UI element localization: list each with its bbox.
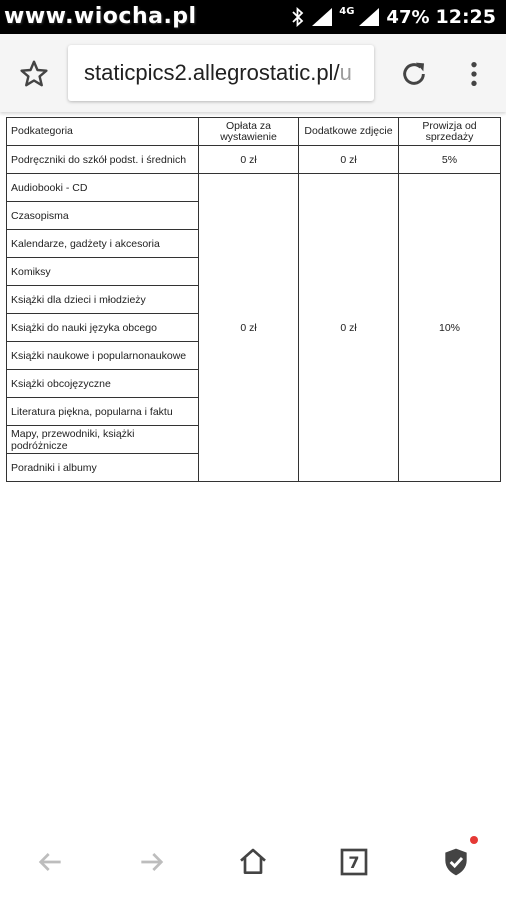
cell-category: Podręczniki do szkół podst. i średnich (7, 146, 199, 174)
cell-group-commission: 10% (399, 174, 501, 482)
home-icon[interactable] (237, 846, 269, 878)
cell-group-listing-fee: 0 zł (199, 174, 299, 482)
forward-arrow-icon[interactable] (136, 846, 168, 878)
cell-category: Komiksy (7, 258, 199, 286)
cell-category: Czasopisma (7, 202, 199, 230)
tab-count: 7 (348, 853, 360, 872)
status-icons (291, 0, 496, 34)
cell-category: Audiobooki - CD (7, 174, 199, 202)
browser-toolbar (0, 34, 506, 112)
cell-category: Książki dla dzieci i młodzieży (7, 286, 199, 314)
status-bar (0, 0, 506, 34)
watermark-logo: www.wiocha.pl (4, 4, 197, 29)
cellular-signal-icon (358, 7, 380, 27)
cell-category: Książki obcojęzyczne (7, 370, 199, 398)
cell-category: Literatura piękna, popularna i faktu (7, 398, 199, 426)
header-commission: Prowizja od sprzedaży (399, 118, 501, 146)
back-arrow-icon[interactable] (34, 846, 66, 878)
browser-bottom-nav (0, 834, 506, 890)
url-bar[interactable] (68, 45, 374, 101)
cell-category: Kalendarze, gadżety i akcesoria (7, 230, 199, 258)
bluetooth-icon (291, 7, 305, 27)
battery-level: 47% (386, 6, 430, 28)
reload-icon[interactable] (398, 58, 430, 90)
wifi-signal-icon (311, 7, 333, 27)
cell-group-extra-photo: 0 zł (299, 174, 399, 482)
cell-category: Książki do nauki języka obcego (7, 314, 199, 342)
overflow-menu-icon[interactable] (458, 58, 490, 90)
header-subcategory: Podkategoria (7, 118, 199, 146)
cell-commission: 5% (399, 146, 501, 174)
bookmark-star-icon[interactable] (18, 58, 50, 90)
tabs-counter-icon[interactable] (338, 846, 370, 878)
url-tail: u (339, 60, 352, 85)
network-type-label: 4G (339, 5, 355, 17)
table-header-row (7, 118, 501, 146)
cell-category: Mapy, przewodniki, książki podróżnicze (7, 426, 199, 454)
table-row (7, 174, 501, 202)
fees-table-container (6, 117, 500, 482)
header-listing-fee: Opłata za wystawienie (199, 118, 299, 146)
fees-table (6, 117, 501, 482)
cell-category: Książki naukowe i popularnonaukowe (7, 342, 199, 370)
notification-dot (470, 836, 478, 844)
clock: 12:25 (435, 6, 496, 28)
shield-check-icon[interactable] (440, 846, 472, 878)
url-text: staticpics2.allegrostatic.pl/u (84, 60, 352, 85)
table-row (7, 146, 501, 174)
cell-listing-fee: 0 zł (199, 146, 299, 174)
cell-category: Poradniki i albumy (7, 454, 199, 482)
cell-extra-photo: 0 zł (299, 146, 399, 174)
header-extra-photo: Dodatkowe zdjęcie (299, 118, 399, 146)
